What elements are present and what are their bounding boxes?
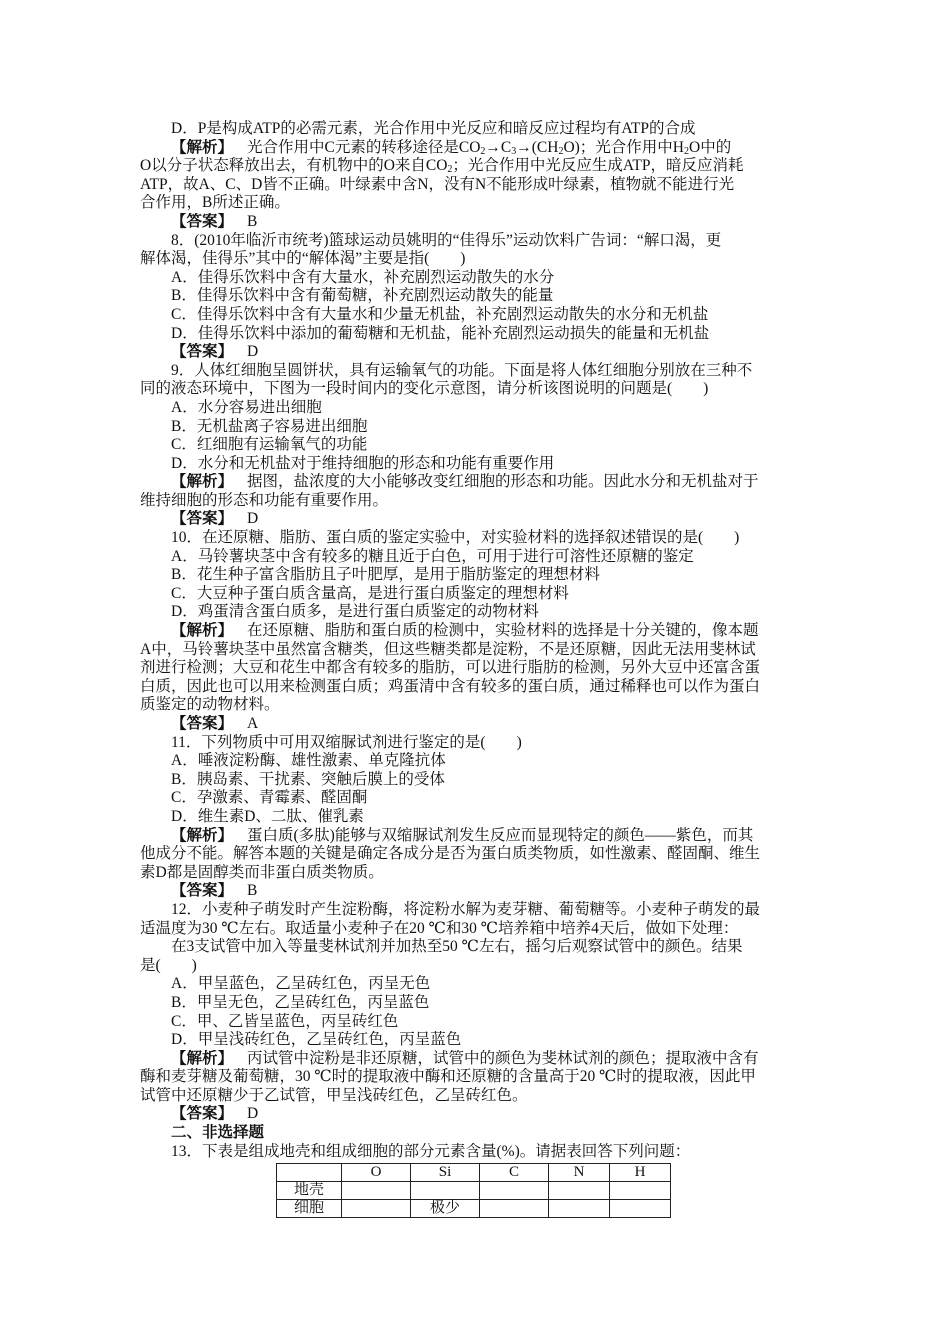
q12-answer xyxy=(140,1105,812,1124)
answer-tag: 【答案】 xyxy=(171,510,234,528)
q9-stem: 9．人体红细胞呈圆饼状，具有运输氧气的功能。下面是将人体红细胞分别放在三种不 xyxy=(171,361,753,379)
table-cell: 极少 xyxy=(411,1200,480,1218)
q7-explanation-line: 【解析】 光合作用中C元素的转移途径是$CO_2\to C_3\to(CH_2O)$；光合作用中$H_2O$中的 xyxy=(171,138,732,157)
q13-stem: 13．下表是组成地壳和组成细胞的部分元素含量(%)。请据表回答下列问题： xyxy=(171,1142,691,1160)
q9-option-c: C．红细胞有运输氧气的功能 xyxy=(171,436,368,454)
q12-explanation-line: 【解析】 丙试管中淀粉是非还原糖，试管中的颜色为斐林试剂的颜色；提取液中含有 xyxy=(171,1049,759,1067)
table-cell: C xyxy=(480,1164,549,1182)
explanation-tag: 【解析】 xyxy=(171,1049,234,1067)
q10-stem: 10．在还原糖、脂肪、蛋白质的鉴定实验中，对实验材料的选择叙述错误的是( ) xyxy=(171,529,740,547)
document-page xyxy=(140,120,812,1218)
q7-explanation-line: 合作用，B所述正确。 xyxy=(140,194,290,212)
q10-explanation-line: 质鉴定的动物材料。 xyxy=(140,696,280,714)
explanation-tag: 【解析】 xyxy=(171,473,234,491)
answer-tag: 【答案】 xyxy=(171,1105,234,1123)
table-row xyxy=(277,1200,671,1218)
q8-stem: 解体渴，佳得乐”其中的“解体渴”主要是指( ) xyxy=(140,250,466,268)
section-heading: 二、非选择题 xyxy=(171,1124,265,1142)
explanation-tag: 【解析】 xyxy=(171,622,234,640)
q12-stem: 适温度为30 ℃左右。取适量小麦种子在20 ℃和30 ℃培养箱中培养4天后，做如下处理： xyxy=(140,919,739,937)
q9-explanation-line: 维持细胞的形态和功能有重要作用。 xyxy=(140,491,389,509)
q8-answer xyxy=(140,343,812,362)
q10-option-d: D．鸡蛋清含蛋白质多，是进行蛋白质鉴定的动物材料 xyxy=(171,603,539,621)
q10-explanation-line: 白质，因此也可以用来检测蛋白质；鸡蛋清中含有较多的蛋白质，通过稀释也可以作为蛋白 xyxy=(140,677,761,695)
q9-option-b: B．无机盐离子容易进出细胞 xyxy=(171,417,368,435)
q12-option-a: A．甲呈蓝色，乙呈砖红色，丙呈无色 xyxy=(171,975,431,993)
table-cell xyxy=(342,1200,411,1218)
q9-explanation-line: 【解析】 据图，盐浓度的大小能够改变红细胞的形态和功能。因此水分和无机盐对于 xyxy=(171,473,759,491)
q10-explanation-line: A中，马铃薯块茎中虽然富含糖类，但这些糖类都是淀粉，不是还原糖，因此无法用斐林试 xyxy=(140,640,756,658)
table-header-row xyxy=(277,1164,671,1182)
q11-option-c: C．孕激素、青霉素、醛固酮 xyxy=(171,789,368,807)
answer-value: B xyxy=(247,882,258,900)
q9-option-a: A．水分容易进出细胞 xyxy=(171,398,322,416)
table-cell xyxy=(610,1182,671,1200)
q11-stem: 11．下列物质中可用双缩脲试剂进行鉴定的是( ) xyxy=(171,733,522,751)
table-cell xyxy=(610,1200,671,1218)
q10-explanation-line: 剂进行检测；大豆和花生中都含有较多的脂肪，可以进行脂肪的检测，另外大豆中还富含蛋 xyxy=(140,659,761,677)
q12-stem: 12．小麦种子萌发时产生淀粉酶，将淀粉水解为麦芽糖、葡萄糖等。小麦种子萌发的最 xyxy=(171,900,761,918)
q8-option-a: A．佳得乐饮料中含有大量水，补充剧烈运动散失的水分 xyxy=(171,268,555,286)
table-cell: 地壳 xyxy=(277,1182,342,1200)
q12-explanation-line: 酶和麦芽糖及葡萄糖，30 ℃时的提取液中酶和还原糖的含量高于20 ℃时的提取液，因此甲 xyxy=(140,1068,756,1086)
q12-option-b: B．甲呈无色，乙呈砖红色，丙呈蓝色 xyxy=(171,993,430,1011)
explanation-tag: 【解析】 xyxy=(171,826,234,844)
q7-explanation-line: O以分子状态释放出去，有机物中的O来自$CO_2$；光合作用中光反应生成ATP，暗反应消耗 xyxy=(140,157,744,176)
q10-option-b: B．花生种子富含脂肪且子叶肥厚，是用于脂肪鉴定的理想材料 xyxy=(171,566,600,584)
q10-option-a: A．马铃薯块茎中含有较多的糖且近于白色，可用于进行可溶性还原糖的鉴定 xyxy=(171,547,694,565)
answer-value: D xyxy=(247,1105,259,1123)
q12-explanation-line: 试管中还原糖少于乙试管，甲呈浅砖红色，乙呈砖红色。 xyxy=(140,1086,528,1104)
table-cell xyxy=(277,1164,342,1182)
q8-option-c: C．佳得乐饮料中含有大量水和少量无机盐，补充剧烈运动散失的水分和无机盐 xyxy=(171,305,709,323)
table-cell xyxy=(549,1182,610,1200)
q11-option-b: B．胰岛素、干扰素、突触后膜上的受体 xyxy=(171,770,445,788)
q8-stem: 8．(2010年临沂市统考)篮球运动员姚明的“佳得乐”运动饮料广告词：“解口渴，更 xyxy=(171,231,722,249)
q11-option-d: D．维生素D、二肽、催乳素 xyxy=(171,807,364,825)
q12-option-d: D．甲呈浅砖红色，乙呈砖红色，丙呈蓝色 xyxy=(171,1031,462,1049)
q8-option-d: D．佳得乐饮料中添加的葡萄糖和无机盐，能补充剧烈运动损失的能量和无机盐 xyxy=(171,324,710,342)
answer-tag: 【答案】 xyxy=(171,882,234,900)
table-cell: N xyxy=(549,1164,610,1182)
q11-explanation-line: 素D都是固醇类而非蛋白质类物质。 xyxy=(140,863,384,881)
q10-answer xyxy=(140,715,812,734)
q7-explanation-line: ATP，故A、C、D皆不正确。叶绿素中含N，没有N不能形成叶绿素，植物就不能进行光 xyxy=(140,175,735,193)
q7-answer xyxy=(140,213,812,232)
q8-option-b: B．佳得乐饮料中含有葡萄糖，补充剧烈运动散失的能量 xyxy=(171,287,554,305)
table-cell: Si xyxy=(411,1164,480,1182)
q10-option-c: C．大豆种子蛋白质含量高，是进行蛋白质鉴定的理想材料 xyxy=(171,584,569,602)
q12-option-c: C．甲、乙皆呈蓝色，丙呈砖红色 xyxy=(171,1012,399,1030)
q7-option-d: D．P是构成ATP的必需元素，光合作用中光反应和暗反应过程均有ATP的合成 xyxy=(171,120,696,137)
q11-option-a: A．唾液淀粉酶、雄性激素、单克隆抗体 xyxy=(171,752,446,770)
answer-tag: 【答案】 xyxy=(171,715,234,732)
q9-answer xyxy=(140,510,812,529)
table-row xyxy=(277,1182,671,1200)
q10-explanation-line: 【解析】 在还原糖、脂肪和蛋白质的检测中，实验材料的选择是十分关键的，像本题 xyxy=(171,622,759,640)
answer-value: D xyxy=(247,343,259,361)
table-cell xyxy=(411,1182,480,1200)
answer-value: D xyxy=(247,510,259,528)
q11-explanation-line: 他成分不能。解答本题的关键是确定各成分是否为蛋白质类物质，如性激素、醛固酮、维生 xyxy=(140,845,761,863)
answer-value: A xyxy=(247,715,259,732)
answer-tag: 【答案】 xyxy=(171,343,234,361)
q9-option-d: D．水分和无机盐对于维持细胞的形态和功能有重要作用 xyxy=(171,454,555,472)
answer-value: B xyxy=(247,212,258,230)
explanation-tag: 【解析】 xyxy=(171,138,234,156)
table-cell xyxy=(480,1200,549,1218)
table-cell xyxy=(549,1200,610,1218)
table-cell xyxy=(342,1182,411,1200)
q11-answer xyxy=(140,882,812,901)
q9-stem: 同的液态环境中，下图为一段时间内的变化示意图，请分析该图说明的问题是( ) xyxy=(140,380,709,398)
table-cell xyxy=(480,1182,549,1200)
element-content-table xyxy=(276,1163,671,1218)
table-cell: O xyxy=(342,1164,411,1182)
q12-stem: 是( ) xyxy=(140,956,197,974)
table-cell: H xyxy=(610,1164,671,1182)
table-cell: 细胞 xyxy=(277,1200,342,1218)
q12-stem: 在3支试管中加入等量斐林试剂并加热至50 ℃左右，摇匀后观察试管中的颜色。结果 xyxy=(171,938,743,956)
answer-tag: 【答案】 xyxy=(171,212,234,230)
q11-explanation-line: 【解析】 蛋白质(多肽)能够与双缩脲试剂发生反应而显现特定的颜色——紫色，而其 xyxy=(171,826,754,844)
